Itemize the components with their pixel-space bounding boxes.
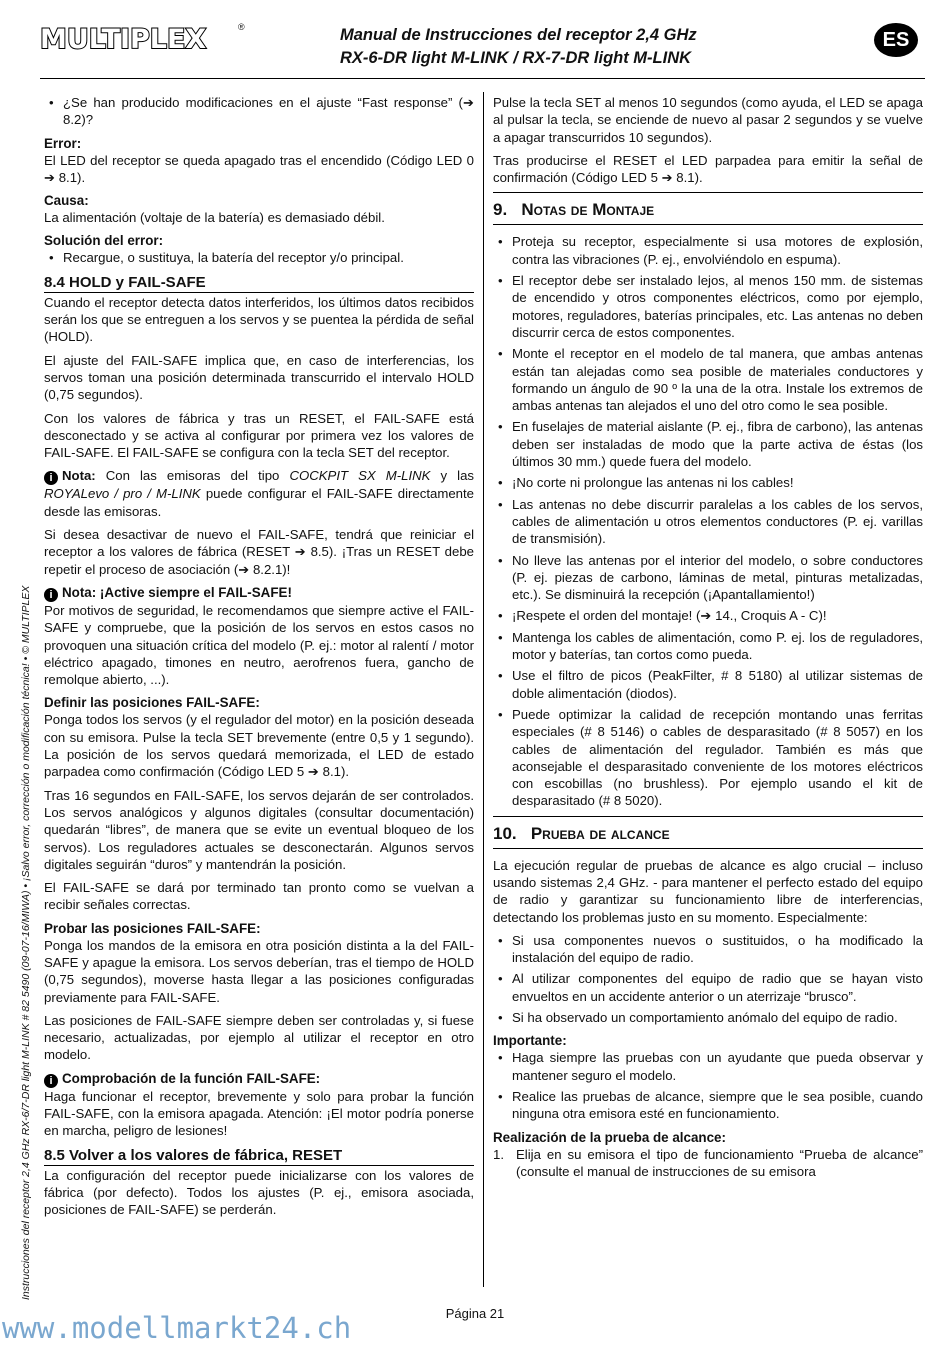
list-item: • ¡Respete el orden del montaje! (➔ 14., Croquis A - C)! [493,607,923,624]
note-text: Con las emisoras del tipo [105,468,280,484]
step-item [493,1146,923,1181]
error-text: El LED del receptor se queda apagado tras el encendido (Código LED 0 ➔ 8.1). [44,152,474,185]
paragraph: Cuando el receptor detecta datos interferidos, los últimos datos recibidos serán los que se entreguen a los servos y se puentea la pérdida de señal (HOLD). [44,294,474,345]
note-paragraph [44,467,474,520]
check-heading [44,1070,474,1088]
paragraph: La configuración del receptor puede inicializarse con los valores de fábrica (por defecto). Todos los ajustes (P. ej., emisora asociada, posiciones de FAIL-SAFE) se perderán. [44,1167,474,1218]
paragraph: Haga funcionar el receptor, brevemente y solo para probar la función FAIL-SAFE, con la emisora apagada. Atención: ¡El motor podría ponerse en marcha, peligro de lesiones! [44,1088,474,1139]
brand-logo: MULTIPLEX [40,24,207,55]
paragraph: Tras producirse el RESET el LED parpadea para emitir la señal de confirmación (Código LED 5 ➔ 8.1). [493,152,923,186]
test-heading: Probar las posiciones FAIL-SAFE: [44,920,261,936]
section-number: 9. [493,200,508,220]
paragraph: El FAIL-SAFE se dará por terminado tan pronto como se vuelvan a recibir señales correctas. [44,880,474,913]
solution-list [44,249,474,266]
section-title: Prueba de alcance [530,823,670,843]
list-item: • No lleve las antenas por el interior del modelo, o sobre conductores (P. ej. piezas de carbono, láminas de metal, pinturas metalizadas, etc.). Se disminuirá la recepción (¡Apantallamiento!) [493,552,923,604]
paragraph: Por motivos de seguridad, le recomendamos que siempre active el FAIL-SAFE y compruebe, que la posición de los servos en estos casos no provoquen una situación crítica del modelo (P. ej.: motor al ralentí / motor eléctrico apagado, timones en neutro, aerofrenos fuera, gancho de remolque abierto, ...). [44,602,474,688]
list-item: • Haga siempre las pruebas con un ayudante que pueda observar y mantener seguro el modelo. [493,1049,923,1084]
right-column [493,94,923,1180]
error-heading: Error: [44,135,82,151]
paragraph: Ponga los mandos de la emisora en otra posición distinta a la del FAIL-SAFE y apague la emisora. Los servos deberían, tras el tiempo de HOLD (0,75 segundos), moverse hasta llegar a las posiciones configuradas previamente para FAIL-SAFE. [44,937,474,1005]
watermark-url: www.modellmarkt24.ch [2,1311,352,1345]
info-icon: i [44,471,58,485]
info-icon: i [44,1074,58,1088]
document-title [340,24,840,70]
paragraph: Con los valores de fábrica y tras un RESET, el FAIL-SAFE está desconectado y se activa al configurar por primera vez los valores de FAIL-SAFE. El FAIL-SAFE se configura con la tecla SET del receptor. [44,410,474,461]
paragraph: Tras 16 segundos en FAIL-SAFE, los servos dejarán de ser controlados. Los servos analógicos y algunos digitales (consultar documentación) quedarán “libres”, de manera que se evite un eventual bloqueo de los servos). Los reguladores actuales se desconectarán. Algunos servos digitales seguirán “duros” y mantendrán la posición. [44,787,474,872]
list-item: • Mantenga los cables de alimentación, como P. ej. los de reguladores, motor y baterías, tan cortos como pueda. [493,629,923,664]
list-item: • Puede optimizar la calidad de recepción montando unas ferritas especiales (# 8 5146) o cables de desparasitado (# 8 5057) en los cables de alimentación del regulador. También es más que aconsejable el desparasitado conveniente de los motores eléctricos con escobillas (no brushless). Por ejemplo usando el kit de desparasitado (# 8 5020). [493,706,923,810]
note-text: puede configurar el FAIL-SAFE directamente desde las emisoras. [44,486,474,519]
paragraph: El ajuste del FAIL-SAFE implica que, en caso de interferencias, los servos toman una posición determinada transcurrido el intervalo HOLD (0,75 segundos). [44,352,474,403]
title-line-2: RX-6-DR light M-LINK / RX-7-DR light M-LINK [340,49,692,67]
column-divider [483,92,484,1287]
check-heading-text: Comprobación de la función FAIL-SAFE: [62,1070,321,1086]
cause-text: La alimentación (voltaje de la batería) es demasiado débil. [44,210,385,226]
list-item: • Si ha observado un comportamiento anómalo del equipo de radio. [493,1009,923,1026]
list-item: • El receptor debe ser instalado lejos, al menos 150 mm. de sistemas de encendido y otros componentes eléctricos, como por ejemplo, motores, reguladores, baterías principales, etc. Las antenas no deben discurrir cerca de estos componentes. [493,272,923,341]
transmitter-name: COCKPIT SX M-LINK [289,468,431,484]
list-item: • En fuselajes de material aislante (P. ej., fibra de carbono), las antenas deben ser instaladas de modo que la parte activa de éstas (los últimos 30 mm.) quede fuera del modelo. [493,418,923,470]
important-heading: Importante: [493,1033,567,1049]
section-8-4-heading: 8.4 HOLD y FAIL-SAFE [44,273,474,293]
cause-heading: Causa: [44,193,89,209]
important-list [493,1049,923,1122]
list-item: • Use el filtro de picos (PeakFilter, # 8 5180) al utilizar sistemas de doble alimentación (diodos). [493,667,923,702]
info-icon: i [44,588,58,602]
section-8-5-heading: 8.5 Volver a los valores de fábrica, RESET [44,1146,474,1166]
paragraph: Pulse la tecla SET al menos 10 segundos (como ayuda, el LED se apaga al pulsar la tecla, se enciende de nuevo al pasar 2 segundos y se vuelve a apagar transcurridos 10 segundos). [493,95,923,145]
section-title: Notas de Montaje [521,200,655,220]
fast-response-list [44,94,474,129]
list-item: • Las antenas no debe discurrir paralelas a los cables de los servos, cables de alimentación u otros elementos conductores (P. ej. varillas de transmisión). [493,496,923,548]
step-text: Elija en su emisora el tipo de funcionamiento “Prueba de alcance” (consulte el manual de instrucciones de su emisora [516,1146,923,1179]
procedure-steps [493,1146,923,1181]
transmitter-name: ROYALevo / pro / M-LINK [44,486,201,502]
note-heading-text: Nota: ¡Active siempre el FAIL-SAFE! [62,584,292,600]
paragraph: La ejecución regular de pruebas de alcance es algo crucial – incluso usando sistemas 2,4 GHz. - para mantener el perfecto estado del equipo de radio y garantizar su funcionamiento libre de interferencias, detectando los problemas justo en su momento. Especialmente: [493,857,923,925]
sidebar-imprint: Instrucciones del receptor 2,4 GHz RX-6/7-DR light M-LINK # 82 5490 (09-07-16/MIWA) • ¡Salvo error, corrección o modificación técnica! • © MULTIPLEX [20,585,32,1300]
language-badge: ES [874,23,918,57]
paragraph: Ponga todos los servos (y el regulador del motor) en la posición deseada con su emisora. Pulse la tecla SET brevemente (entre 0,5 y 1 segundo). La posición de los servos quedará memorizada, el LED de estado parpadea como confirmación (Código LED 5 ➔ 8.1). [44,712,474,780]
paragraph: Las posiciones de FAIL-SAFE siempre deben ser controladas y, si fuese necesario, actualizadas, por ejemplo al utilizar el receptor en otro modelo. [44,1012,474,1063]
list-item: • Monte el receptor en el modelo de tal manera, que ambas antenas están tan alejadas como sea posible de materiales conductores y formando un ángulo de 90 º la una de la otra. Instale los extremos de ambas antenas tan alejados el uno del otro como le sea posible. [493,345,923,414]
list-item: • Realice las pruebas de alcance, siempre que le sea posible, cuando ninguna otra emisora esté en funcionamiento. [493,1088,923,1123]
procedure-heading: Realización de la prueba de alcance: [493,1129,726,1145]
title-line-1: Manual de Instrucciones del receptor 2,4 GHz [340,26,697,44]
mounting-notes-list [493,233,923,809]
list-item: • ¿Se han producido modificaciones en el ajuste “Fast response” (➔ 8.2)? [44,94,474,129]
left-column [44,94,474,1225]
section-number: 10. [493,823,517,843]
define-heading: Definir las posiciones FAIL-SAFE: [44,695,260,711]
section-9-heading [493,192,923,225]
solution-heading: Solución del error: [44,233,164,249]
header-rule [40,78,925,79]
note-text: y las [440,468,474,484]
note-label: Nota: [62,468,96,484]
section-10-heading [493,816,923,849]
note-heading [44,584,474,602]
paragraph: Si desea desactivar de nuevo el FAIL-SAFE, tendrá que reiniciar el receptor a los valores de fábrica (RESET ➔ 8.5). ¡Tras un RESET debe repetir el proceso de asociación (➔ 8.2.1)! [44,527,474,577]
list-item: • Proteja su receptor, especialmente si usa motores de explosión, contra las vibraciones (P. ej., envolviéndolo en espuma). [493,233,923,268]
registered-mark: ® [238,22,245,32]
list-item: • Si usa componentes nuevos o sustituidos, o ha modificado la instalación del equipo de radio. [493,932,923,967]
list-item: • ¡No corte ni prolongue las antenas ni los cables! [493,474,923,491]
page-number: Página 21 [445,1306,505,1321]
list-item: • Al utilizar componentes del equipo de radio que se hayan visto envueltos en un accidente anterior o un aterrizaje “brusco”. [493,970,923,1005]
range-test-cases-list [493,932,923,1026]
list-item: • Recargue, o sustituya, la batería del receptor y/o principal. [44,249,474,266]
step-number: 1. [493,1146,504,1162]
